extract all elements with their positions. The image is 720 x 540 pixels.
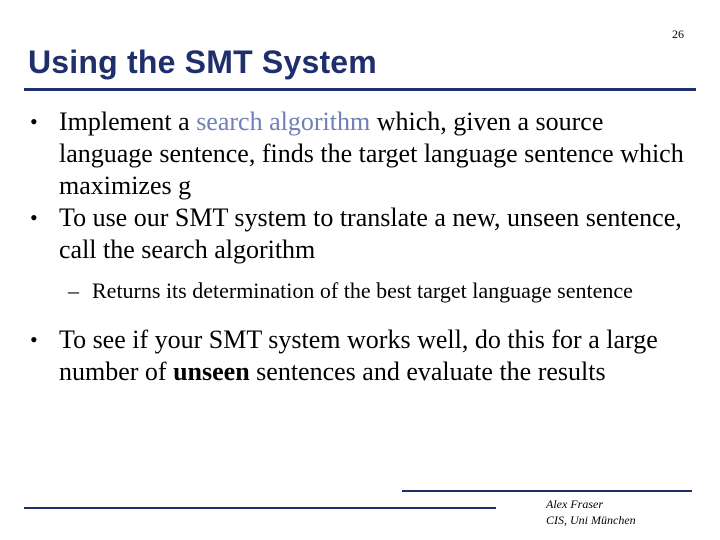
sub-bullet-text: Returns its determination of the best target language sentence: [92, 278, 633, 303]
bullet-marker: •: [30, 327, 38, 352]
bullet-text: which, given a source language sentence, finds the target language sentence which maximizes g: [59, 107, 684, 200]
bullet-list: [28, 106, 688, 388]
bullet-text: To see if your SMT system works well, do this for a large number of: [59, 325, 658, 386]
bullet-text: sentences and evaluate the results: [249, 357, 606, 386]
sub-bullet-marker: –: [68, 278, 79, 303]
slide-title: Using the SMT System: [28, 44, 377, 80]
sub-bullet-item-returns: [28, 277, 688, 304]
emphasized-term: unseen: [173, 357, 250, 386]
footer-author: Alex Fraser: [546, 497, 603, 511]
title-underline: [24, 88, 696, 91]
footer-affiliation: CIS, Uni München: [546, 513, 636, 527]
footer-rule-left: [24, 507, 496, 509]
footer-credit: [546, 496, 636, 528]
page-number: 26: [672, 27, 684, 41]
bullet-item-search-algorithm: [28, 106, 688, 202]
footer-rule-right: [402, 490, 692, 492]
bullet-item-translate: [28, 202, 688, 266]
bullet-item-evaluate: [28, 324, 688, 388]
bullet-text: Implement a: [59, 107, 197, 136]
bullet-marker: •: [30, 205, 38, 230]
bullet-marker: •: [30, 109, 38, 134]
highlighted-term: search algorithm: [196, 107, 371, 136]
bullet-text: To use our SMT system to translate a new, unseen sentence, call the search algorithm: [59, 203, 682, 264]
